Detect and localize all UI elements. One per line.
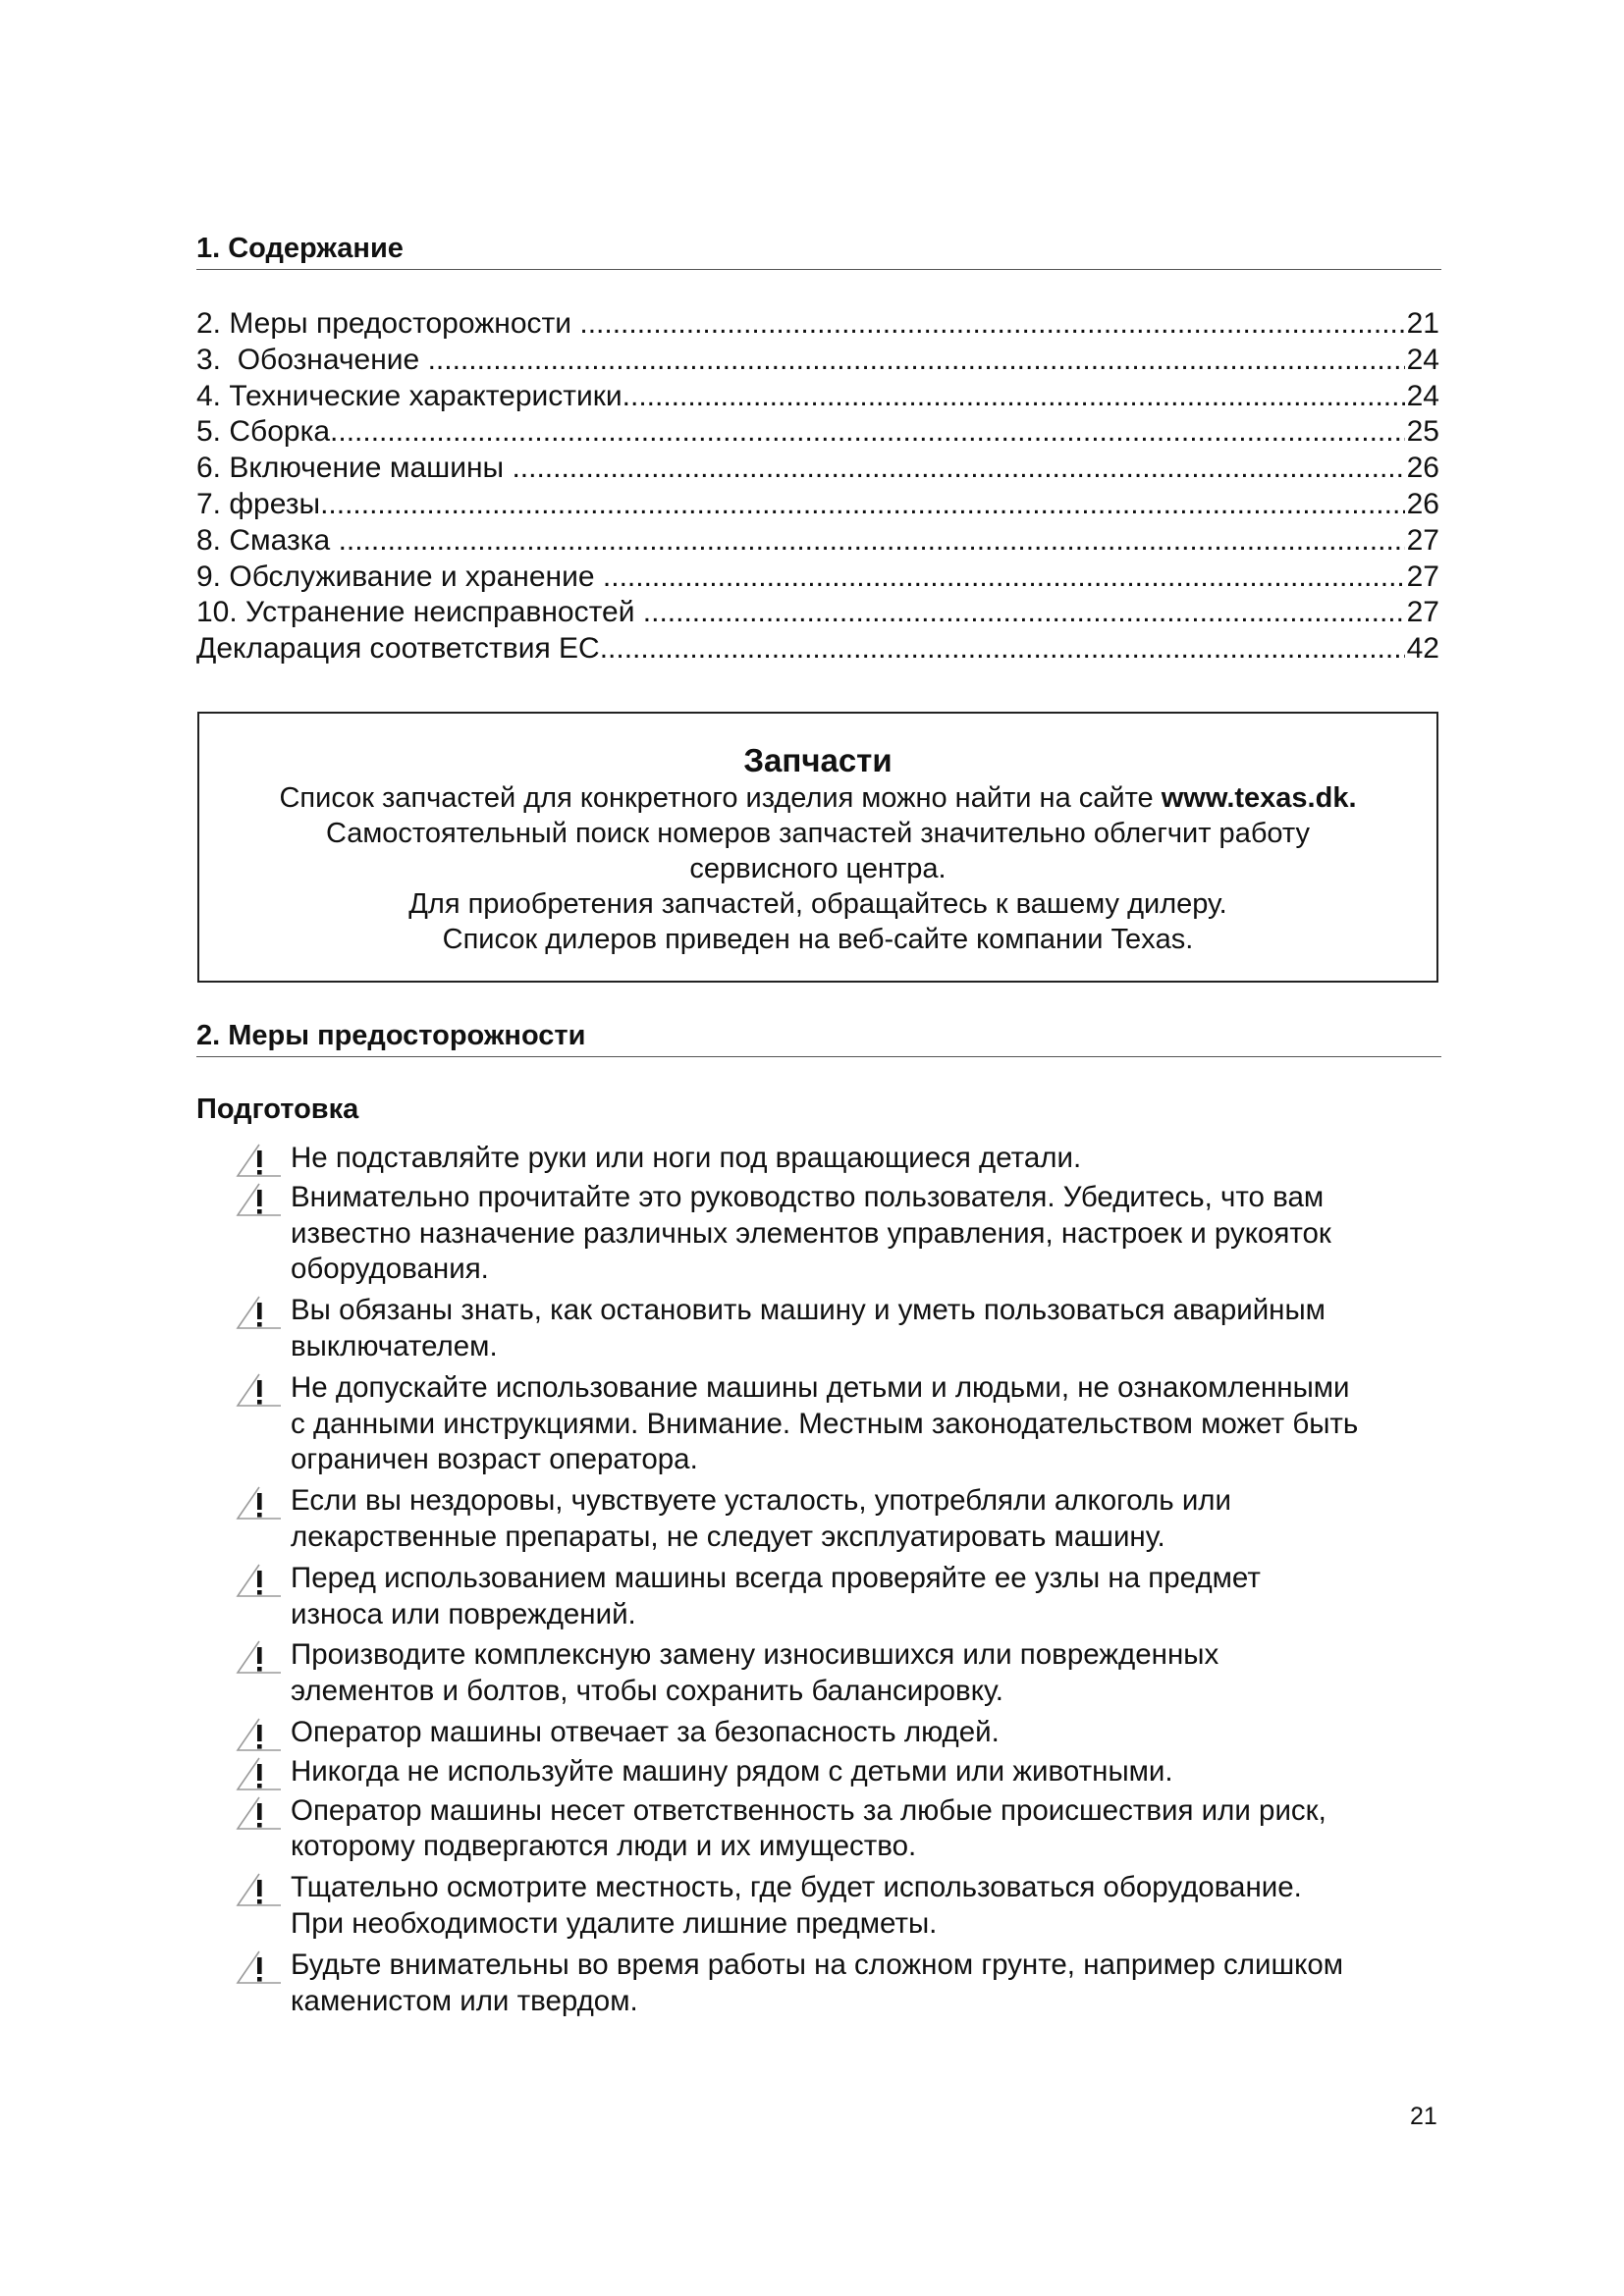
toc-entry-label: 8. Смазка — [196, 523, 339, 557]
toc-dot-leader — [579, 306, 1404, 343]
toc-dot-leader — [600, 631, 1405, 667]
spare-parts-line-text: Список запчастей для конкретного изделия можно найти на сайте — [279, 782, 1162, 814]
spare-parts-line: Для приобретения запчастей, обращайтесь к вашему дилеру. — [408, 888, 1227, 920]
toc-entry[interactable] — [196, 560, 1439, 596]
warning-item — [236, 1483, 1463, 1556]
warning-triangle-icon — [236, 1182, 285, 1217]
warning-text-line: Вы обязаны знать, как остановить машину и уметь пользоваться аварийным — [291, 1294, 1326, 1327]
toc-entry[interactable] — [196, 306, 1439, 343]
contents-heading: 1. Содержание — [196, 231, 1441, 270]
toc-entry-page: 27 — [1406, 596, 1439, 629]
toc-entry[interactable] — [196, 451, 1439, 487]
warning-triangle-icon — [236, 1795, 285, 1831]
toc-entry-page: 26 — [1406, 452, 1439, 485]
toc-entry-label: 4. Технические характеристики — [196, 379, 623, 412]
warning-triangle-icon — [236, 1143, 285, 1178]
toc-entry-label: 7. фрезы — [196, 487, 321, 520]
warning-item — [236, 1180, 1463, 1288]
warning-item — [236, 1754, 1463, 1790]
warning-text-line: каменистом или твердом. — [291, 1984, 638, 2017]
warning-item — [236, 1141, 1463, 1177]
warning-text-line: Производите комплексную замену износившихся или поврежденных — [291, 1638, 1219, 1672]
warning-triangle-icon — [236, 1872, 285, 1907]
toc-entry[interactable] — [196, 379, 1439, 415]
warning-text-line: ограничен возраст оператора. — [291, 1443, 698, 1476]
warning-triangle-icon — [236, 1295, 285, 1330]
warning-item — [236, 1370, 1463, 1478]
toc-entry-page: 25 — [1406, 415, 1439, 449]
warning-text-line: оборудования. — [291, 1253, 489, 1286]
warning-text-line: которому подвергаются люди и их имущество. — [291, 1830, 917, 1863]
warning-text-line: Не допускайте использование машины детьми и людьми, не ознакомленными — [291, 1370, 1350, 1404]
toc-entry-page: 24 — [1406, 379, 1439, 412]
warning-item — [236, 1561, 1463, 1633]
warning-triangle-icon — [236, 1756, 285, 1791]
warning-item — [236, 1870, 1463, 1943]
warning-triangle-icon — [236, 1563, 285, 1598]
toc-entry-label: 5. Сборка — [196, 415, 331, 449]
warning-item — [236, 1793, 1463, 1866]
toc-entry-page: 27 — [1406, 523, 1439, 557]
warning-triangle-icon — [236, 1485, 285, 1521]
toc-dot-leader — [623, 379, 1405, 415]
warning-list — [236, 1141, 1463, 2024]
toc-entry-label: 6. Включение машины — [196, 452, 513, 485]
toc-entry-page: 24 — [1406, 343, 1439, 376]
toc-dot-leader — [512, 451, 1404, 487]
warning-text-line: с данными инструкциями. Внимание. Местным законодательством может быть — [291, 1407, 1359, 1440]
table-of-contents — [196, 306, 1439, 667]
warning-item — [236, 1715, 1463, 1751]
toc-entry[interactable] — [196, 487, 1439, 523]
warning-text-line: Не подставляйте руки или ноги под вращающиеся детали. — [291, 1142, 1082, 1174]
warning-text-line: элементов и болтов, чтобы сохранить балансировку. — [291, 1675, 1003, 1708]
toc-entry-page: 26 — [1406, 487, 1439, 520]
preparation-subheading: Подготовка — [196, 1094, 359, 1125]
toc-entry[interactable] — [196, 343, 1439, 379]
toc-entry-label: 3. Обозначение — [196, 343, 428, 376]
spare-parts-line — [199, 780, 1436, 816]
toc-entry-page: 27 — [1406, 560, 1439, 593]
safety-heading: 2. Меры предосторожности — [196, 1018, 1441, 1057]
page-number: 21 — [1410, 2103, 1437, 2130]
spare-parts-line: Самостоятельный поиск номеров запчастей значительно облегчит работу — [325, 818, 1311, 849]
warning-triangle-icon — [236, 1639, 285, 1675]
spare-parts-line: сервисного центра. — [689, 853, 947, 884]
toc-entry[interactable] — [196, 631, 1439, 667]
spare-parts-notice — [197, 712, 1438, 983]
warning-item — [236, 1637, 1463, 1710]
warning-triangle-icon — [236, 1372, 285, 1408]
warning-text-line: выключателем. — [291, 1329, 498, 1362]
spare-parts-line: Список дилеров приведен на веб-сайте компании Texas. — [442, 924, 1194, 955]
toc-dot-leader — [330, 414, 1405, 451]
toc-entry-label: 9. Обслуживание и хранение — [196, 560, 603, 593]
warning-text-line: Тщательно осмотрите местность, где будет использоваться оборудование. — [291, 1871, 1302, 1904]
toc-entry[interactable] — [196, 523, 1439, 560]
warning-text-line: Если вы нездоровы, чувствуете усталость, употребляли алкоголь или — [291, 1484, 1231, 1518]
toc-dot-leader — [428, 343, 1405, 379]
warning-triangle-icon — [236, 1717, 285, 1752]
toc-dot-leader — [643, 595, 1405, 631]
toc-entry-label: Декларация соответствия ЕС — [196, 632, 600, 666]
toc-dot-leader — [320, 487, 1405, 523]
warning-text-line: износа или повреждений. — [291, 1597, 636, 1630]
warning-item — [236, 1948, 1463, 2020]
spare-parts-title: Запчасти — [743, 742, 893, 778]
warning-text-line: известно назначение различных элементов управления, настроек и рукояток — [291, 1216, 1331, 1250]
toc-dot-leader — [603, 560, 1405, 596]
toc-entry[interactable] — [196, 414, 1439, 451]
warning-item — [236, 1293, 1463, 1365]
website-link[interactable]: www.texas.dk. — [1161, 782, 1357, 814]
warning-text-line: Будьте внимательны во время работы на сложном грунте, например слишком — [291, 1948, 1344, 1981]
warning-text-line: При необходимости удалите лишние предметы. — [291, 1906, 938, 1940]
warning-text-line: лекарственные препараты, не следует эксплуатировать машину. — [291, 1520, 1165, 1553]
warning-triangle-icon — [236, 1949, 285, 1985]
warning-text-line: Оператор машины отвечает за безопасность людей. — [291, 1715, 1000, 1748]
toc-entry[interactable] — [196, 595, 1439, 631]
toc-dot-leader — [339, 523, 1405, 560]
toc-entry-page: 21 — [1406, 307, 1439, 340]
toc-entry-label: 2. Меры предосторожности — [196, 307, 580, 340]
warning-text-line: Перед использованием машины всегда проверяйте ее узлы на предмет — [291, 1561, 1261, 1594]
warning-text-line: Оператор машины несет ответственность за любые происшествия или риск, — [291, 1793, 1326, 1827]
toc-entry-page: 42 — [1406, 632, 1439, 666]
warning-text-line: Внимательно прочитайте это руководство пользователя. Убедитесь, что вам — [291, 1180, 1325, 1213]
warning-text-line: Никогда не используйте машину рядом с детьми или животными. — [291, 1754, 1173, 1788]
toc-entry-label: 10. Устранение неисправностей — [196, 596, 643, 629]
